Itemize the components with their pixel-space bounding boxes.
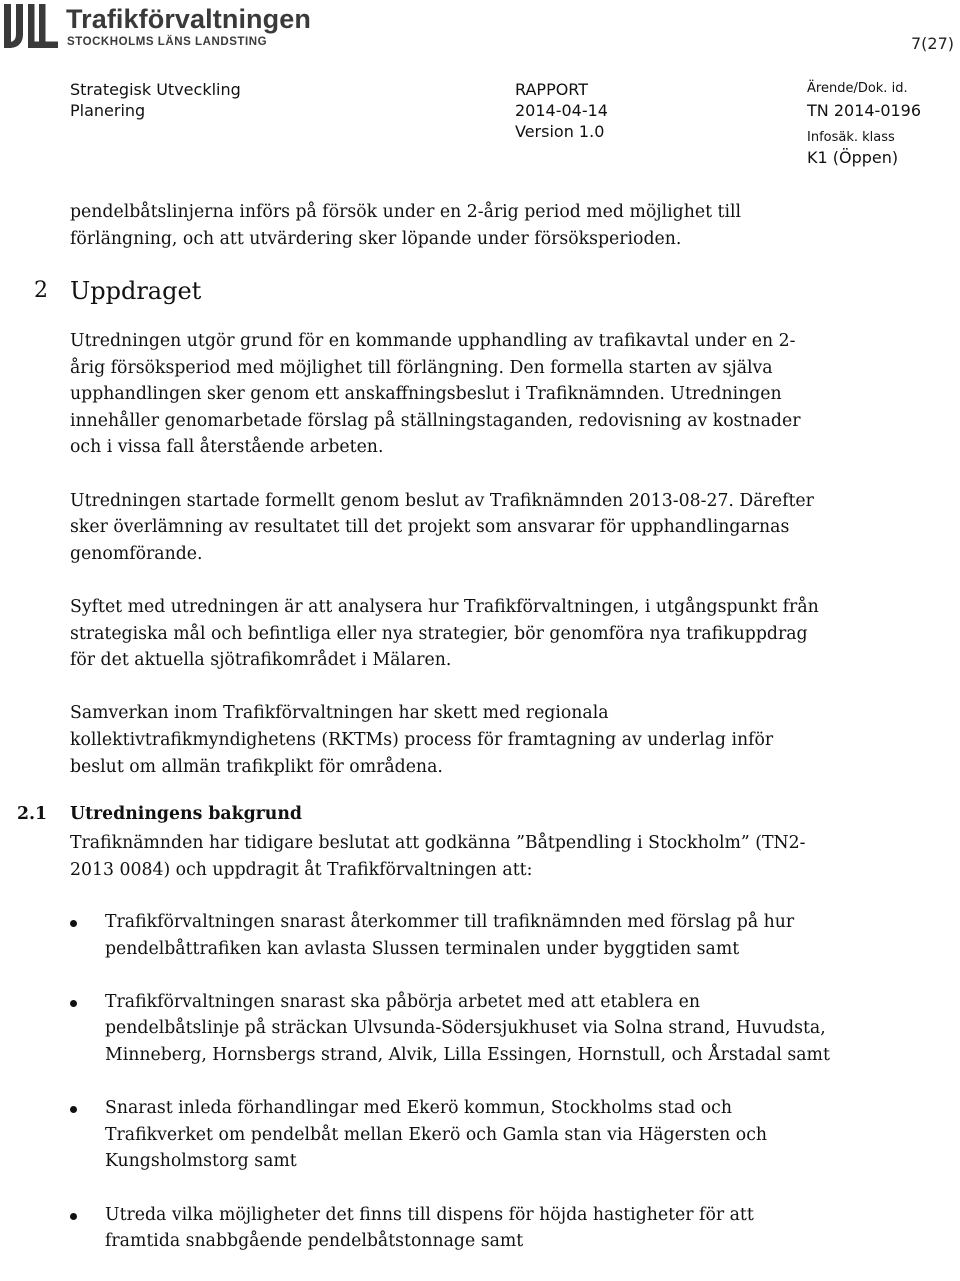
section-2-body [70, 328, 830, 807]
section-2-paragraph-3: Syftet med utredningen är att analysera hur Trafikförvaltningen, i utgångspunkt från strategiska mål och befintliga eller nya strategier, bör genomföra nya trafikuppdrag för det aktuella sjötrafikområdet i Mälaren. [70, 596, 819, 671]
intro-text: pendelbåtslinjerna införs på försök under en 2-årig period med möjlighet till förlängning, och att utvärdering sker löpande under försöksperioden. [70, 202, 742, 249]
list-item-text: Trafikförvaltningen snarast återkommer till trafiknämnden med förslag på hur pendelbåttrafiken kan avlasta Slussen terminalen under byggtiden samt [105, 912, 795, 959]
bullet-icon [70, 1213, 77, 1220]
section-2-heading: Uppdraget [70, 277, 202, 305]
organization-name: Trafikförvaltningen [66, 4, 311, 34]
list-item-text: Trafikförvaltningen snarast ska påbörja arbetet med att etablera en pendelbåtslinje på sträckan Ulvsunda-Södersjukhuset via Solna strand, Huvudsta, Minneberg, Hornsbergs strand, Alvik, Lilla Essingen, Hornstull, och Årstadal samt [105, 991, 830, 1065]
bullet-icon [70, 1106, 77, 1113]
header-case-block [807, 80, 921, 168]
organization-logo [0, 0, 340, 52]
bullet-icon [70, 1000, 77, 1007]
header-report-block [515, 79, 608, 142]
page-number: 7(27) [910, 34, 954, 53]
header-doc-type: RAPPORT [515, 80, 589, 99]
section-2-1-lead [70, 830, 830, 883]
header-department: Strategisk Utveckling [70, 80, 241, 99]
list-item-text: Utreda vilka möjligheter det finns till dispens för höjda hastigheter för att framtida snabbgående pendelbåtstonnage samt [105, 1204, 754, 1252]
section-2-paragraph-4: Samverkan inom Trafikförvaltningen har skett med regionala kollektivtrafikmyndighetens (RKTMs) process för framtagning av underlag inför beslut om allmän trafikplikt för områdena. [70, 703, 774, 777]
section-2-paragraph-1: Utredningen utgör grund för en kommande upphandling av trafikavtal under en 2-årig försöksperiod med möjlighet till förlängning. Den formella starten av själva upphandlingen sker genom ett anskaffningsbeslut i Trafiknämnden. Utredningen innehåller genomarbetade förslag på ställningstaganden, redovisning av kostnader och i vissa fall återstående arbeten. [70, 331, 801, 458]
list-item-text: Snarast inleda förhandlingar med Ekerö kommun, Stockholms stad och Trafikverket om pendelbåt mellan Ekerö och Gamla stan via Hägersten och Kungsholmstorg samt [105, 1098, 768, 1172]
header-case-label: Ärende/Dok. id. [807, 81, 908, 96]
logo-mark-icon [2, 2, 60, 50]
organization-subtitle: STOCKHOLMS LÄNS LANDSTING [67, 36, 268, 48]
header-department-block [70, 79, 241, 121]
list-item [70, 1202, 830, 1255]
list-item [70, 1095, 830, 1175]
header-date: 2014-04-14 [515, 101, 608, 120]
intro-paragraph [70, 199, 820, 252]
section-2-1-heading: Utredningens bakgrund [70, 804, 302, 824]
section-2-number: 2 [34, 278, 48, 303]
list-item [70, 909, 830, 962]
assignment-list [70, 909, 830, 1281]
section-2-1-number: 2.1 [17, 804, 48, 824]
header-unit: Planering [70, 101, 146, 120]
header-version: Version 1.0 [515, 122, 605, 141]
section-2-paragraph-2: Utredningen startade formellt genom beslut av Trafiknämnden 2013-08-27. Därefter sker överlämning av resultatet till det projekt som ansvarar för upphandlingarnas genomförande. [70, 490, 814, 564]
bullet-icon [70, 920, 77, 927]
header-class-label: Infosäk. klass [807, 130, 895, 145]
header-case-id: TN 2014-0196 [807, 101, 922, 120]
header-class-value: K1 (Öppen) [807, 148, 899, 167]
section-2-1-lead-text: Trafiknämnden har tidigare beslutat att godkänna ”Båtpendling i Stockholm” (TN2-2013 0084) och uppdragit åt Trafikförvaltningen att: [70, 833, 806, 880]
list-item [70, 989, 830, 1069]
